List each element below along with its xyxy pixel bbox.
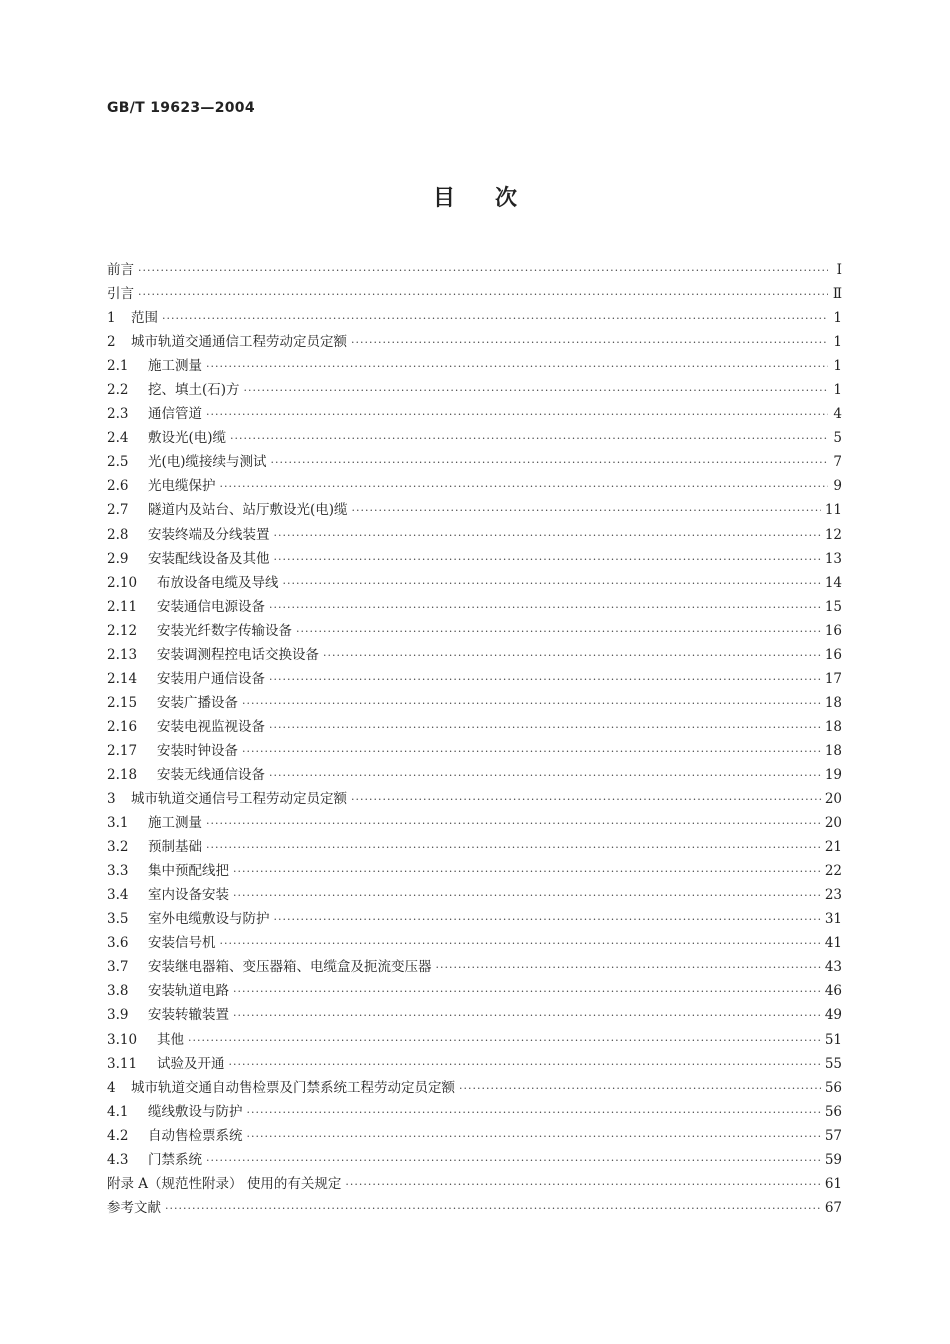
toc-entry-number: 2.2 <box>107 382 129 399</box>
toc-entry-label: 安装电视监视设备 <box>157 718 265 735</box>
dot-leader <box>269 668 821 692</box>
toc-entry-page: 31 <box>824 911 842 928</box>
toc-entry-label: 安装通信电源设备 <box>157 598 265 615</box>
dot-leader <box>345 1173 820 1197</box>
dot-leader <box>274 908 821 932</box>
toc-entry-number: 4.3 <box>107 1151 129 1168</box>
toc-entry[interactable] <box>107 330 842 354</box>
toc-entry-page: 19 <box>824 766 842 783</box>
dot-leader <box>269 716 821 740</box>
toc-entry-number: 2.4 <box>107 430 129 447</box>
toc-entry-page: 59 <box>824 1151 842 1168</box>
dot-leader <box>296 620 821 644</box>
toc-entry-number: 2.14 <box>107 670 138 687</box>
table-of-contents <box>107 258 842 1220</box>
toc-entry-page: 61 <box>824 1175 842 1192</box>
toc-entry-label: 附录 A（规范性附录） 使用的有关规定 <box>107 1175 342 1192</box>
toc-entry[interactable] <box>107 282 842 306</box>
toc-entry[interactable] <box>107 691 842 715</box>
toc-entry[interactable] <box>107 1172 842 1196</box>
toc-entry[interactable] <box>107 595 842 619</box>
toc-entry-label: 安装调测程控电话交换设备 <box>157 646 319 663</box>
toc-entry-number: 3.11 <box>107 1055 138 1072</box>
toc-entry-label: 缆线敷设与防护 <box>148 1103 243 1120</box>
toc-entry-label: 门禁系统 <box>148 1151 202 1168</box>
toc-entry-label: 安装用户通信设备 <box>157 670 265 687</box>
toc-entry[interactable] <box>107 450 842 474</box>
toc-entry-number: 2.12 <box>107 622 138 639</box>
dot-leader <box>138 259 828 283</box>
toc-entry-number: 3.2 <box>107 839 129 856</box>
toc-entry-label: 隧道内及站台、站厅敷设光(电)缆 <box>148 502 348 519</box>
toc-entry-page: 18 <box>824 742 842 759</box>
dot-leader <box>206 355 828 379</box>
toc-entry-page: 5 <box>833 430 842 447</box>
toc-entry-number: 2.5 <box>107 454 129 471</box>
toc-entry-label: 安装终端及分线装置 <box>148 526 270 543</box>
toc-entry[interactable] <box>107 739 842 763</box>
toc-entry[interactable] <box>107 835 842 859</box>
toc-entry-number: 2.10 <box>107 574 138 591</box>
toc-entry-number: 2.1 <box>107 358 129 375</box>
toc-entry-label: 室外电缆敷设与防护 <box>148 911 270 928</box>
toc-entry-page: 55 <box>824 1055 842 1072</box>
toc-entry[interactable] <box>107 811 842 835</box>
dot-leader <box>206 1149 821 1173</box>
dot-leader <box>459 1077 821 1101</box>
toc-entry[interactable] <box>107 667 842 691</box>
dot-leader <box>162 307 828 331</box>
toc-entry-number: 3.10 <box>107 1031 138 1048</box>
toc-entry[interactable] <box>107 787 842 811</box>
toc-entry-page: 15 <box>824 598 842 615</box>
toc-entry[interactable] <box>107 763 842 787</box>
toc-entry-page: 16 <box>824 622 842 639</box>
toc-entry[interactable] <box>107 979 842 1003</box>
toc-entry-label: 施工测量 <box>148 815 202 832</box>
toc-entry[interactable] <box>107 715 842 739</box>
toc-entry-label: 前言 <box>107 262 134 278</box>
toc-entry-page: 22 <box>824 863 842 880</box>
toc-entry[interactable] <box>107 1100 842 1124</box>
dot-leader <box>323 644 821 668</box>
dot-leader <box>165 1197 821 1221</box>
toc-entry-page: 17 <box>824 670 842 687</box>
toc-entry-label: 城市轨道交通通信工程劳动定员定额 <box>131 334 347 351</box>
dot-leader <box>274 548 821 572</box>
toc-entry-label: 安装无线通信设备 <box>157 766 265 783</box>
toc-entry-page: 41 <box>824 935 842 952</box>
dot-leader <box>138 283 828 307</box>
toc-entry-page: 11 <box>824 502 842 519</box>
toc-entry-page: 20 <box>824 791 842 808</box>
dot-leader <box>206 403 828 427</box>
toc-entry-number: 2.9 <box>107 550 129 567</box>
toc-entry-label: 布放设备电缆及导线 <box>157 574 279 591</box>
toc-entry-label: 挖、填土(石)方 <box>148 382 240 399</box>
toc-entry-number: 2.15 <box>107 694 138 711</box>
toc-entry-page: 49 <box>824 1007 842 1024</box>
dot-leader <box>351 788 821 812</box>
toc-entry[interactable] <box>107 547 842 571</box>
toc-entry-page: 14 <box>824 574 842 591</box>
toc-entry-page: 1 <box>833 382 842 399</box>
toc-entry-page: 13 <box>824 550 842 567</box>
toc-entry-label: 光电缆保护 <box>148 478 216 495</box>
toc-entry-number: 3.4 <box>107 887 129 904</box>
toc-entry-page: 4 <box>833 406 842 423</box>
toc-entry-number: 2.13 <box>107 646 138 663</box>
toc-entry-page: 67 <box>824 1199 842 1216</box>
toc-entry-label: 安装广播设备 <box>157 694 238 711</box>
toc-entry[interactable] <box>107 306 842 330</box>
toc-title: 目次 <box>432 186 557 211</box>
toc-entry-label: 敷设光(电)缆 <box>148 430 227 447</box>
toc-entry-label: 光(电)缆接续与测试 <box>148 454 267 471</box>
toc-entry-number: 2.6 <box>107 478 129 495</box>
toc-entry-label: 安装转辙装置 <box>148 1007 229 1024</box>
toc-entry-number: 2.16 <box>107 718 138 735</box>
dot-leader <box>269 764 821 788</box>
toc-entry-page: 21 <box>824 839 842 856</box>
toc-entry-page: Ⅰ <box>836 262 842 278</box>
dot-leader <box>274 524 821 548</box>
dot-leader <box>247 1125 821 1149</box>
toc-entry-label: 安装光纤数字传输设备 <box>157 622 292 639</box>
toc-entry-label: 室内设备安装 <box>148 887 229 904</box>
toc-entry-label: 施工测量 <box>148 358 202 375</box>
toc-entry-number: 3.8 <box>107 983 129 1000</box>
toc-entry[interactable] <box>107 619 842 643</box>
toc-entry-label: 城市轨道交通信号工程劳动定员定额 <box>131 791 347 808</box>
dot-leader <box>351 331 828 355</box>
toc-entry-number: 3.7 <box>107 959 129 976</box>
toc-entry-page: 1 <box>833 358 842 375</box>
toc-entry[interactable] <box>107 931 842 955</box>
toc-entry-page: 23 <box>824 887 842 904</box>
dot-leader <box>247 1101 821 1125</box>
dot-leader <box>233 980 821 1004</box>
toc-entry-page: 57 <box>824 1127 842 1144</box>
toc-entry-label: 安装信号机 <box>148 935 216 952</box>
dot-leader <box>242 692 821 716</box>
dot-leader <box>283 572 821 596</box>
toc-entry-page: Ⅱ <box>832 286 842 303</box>
toc-entry[interactable] <box>107 1076 842 1100</box>
dot-leader <box>229 1053 821 1077</box>
dot-leader <box>352 499 821 523</box>
toc-entry[interactable] <box>107 1124 842 1148</box>
toc-entry-number: 2.3 <box>107 406 129 423</box>
toc-entry[interactable] <box>107 1196 842 1220</box>
toc-entry-number: 3.5 <box>107 911 129 928</box>
toc-entry-page: 56 <box>824 1079 842 1096</box>
toc-entry-number: 4.2 <box>107 1127 129 1144</box>
toc-entry-page: 18 <box>824 718 842 735</box>
toc-entry-number: 3.9 <box>107 1007 129 1024</box>
toc-entry-label: 集中预配线把 <box>148 863 229 880</box>
toc-entry-number: 4.1 <box>107 1103 129 1120</box>
toc-entry-label: 安装时钟设备 <box>157 742 238 759</box>
toc-entry[interactable] <box>107 571 842 595</box>
toc-entry[interactable] <box>107 426 842 450</box>
toc-entry[interactable] <box>107 907 842 931</box>
toc-entry-number: 1 <box>107 310 116 327</box>
toc-entry-label: 引言 <box>107 286 134 303</box>
toc-entry[interactable] <box>107 955 842 979</box>
toc-entry[interactable] <box>107 883 842 907</box>
dot-leader <box>269 596 821 620</box>
toc-entry-label: 城市轨道交通自动售检票及门禁系统工程劳动定员定额 <box>131 1079 455 1096</box>
toc-entry-page: 56 <box>824 1103 842 1120</box>
toc-entry[interactable] <box>107 354 842 378</box>
toc-entry-label: 通信管道 <box>148 406 202 423</box>
dot-leader <box>220 475 829 499</box>
toc-entry-label: 其他 <box>157 1031 184 1048</box>
toc-entry-number: 2.7 <box>107 502 129 519</box>
toc-entry-page: 1 <box>833 334 842 351</box>
toc-entry[interactable] <box>107 402 842 426</box>
toc-entry-label: 自动售检票系统 <box>148 1127 243 1144</box>
toc-entry-number: 2.18 <box>107 766 138 783</box>
toc-entry-label: 预制基础 <box>148 839 202 856</box>
toc-entry-label: 安装轨道电路 <box>148 983 229 1000</box>
dot-leader <box>244 379 828 403</box>
toc-entry[interactable] <box>107 523 842 547</box>
toc-entry[interactable] <box>107 498 842 522</box>
dot-leader <box>233 860 821 884</box>
toc-entry-number: 3.3 <box>107 863 129 880</box>
toc-entry-number: 3.1 <box>107 815 129 832</box>
toc-entry-number: 4 <box>107 1079 116 1096</box>
toc-entry[interactable] <box>107 378 842 402</box>
toc-entry[interactable] <box>107 1028 842 1052</box>
dot-leader <box>206 812 821 836</box>
standard-code: GB/T 19623—2004 <box>107 100 255 116</box>
toc-entry[interactable] <box>107 1003 842 1027</box>
toc-entry[interactable] <box>107 1148 842 1172</box>
dot-leader <box>230 427 828 451</box>
toc-entry-page: 7 <box>833 454 842 471</box>
toc-entry-number: 2 <box>107 334 116 351</box>
dot-leader <box>436 956 821 980</box>
toc-entry-number: 2.17 <box>107 742 138 759</box>
toc-entry-page: 51 <box>824 1031 842 1048</box>
toc-entry[interactable] <box>107 258 842 282</box>
dot-leader <box>233 884 821 908</box>
toc-entry-page: 43 <box>824 959 842 976</box>
toc-entry-number: 3.6 <box>107 935 129 952</box>
toc-entry-page: 18 <box>824 694 842 711</box>
toc-entry-page: 20 <box>824 815 842 832</box>
toc-entry-label: 范围 <box>131 310 158 327</box>
dot-leader <box>188 1029 821 1053</box>
toc-entry[interactable] <box>107 474 842 498</box>
toc-entry-page: 46 <box>824 983 842 1000</box>
toc-entry-page: 16 <box>824 646 842 663</box>
toc-entry-page: 1 <box>833 310 842 327</box>
dot-leader <box>271 451 828 475</box>
toc-entry[interactable] <box>107 1052 842 1076</box>
toc-entry-page: 9 <box>833 478 842 495</box>
toc-entry[interactable] <box>107 643 842 667</box>
toc-entry[interactable] <box>107 859 842 883</box>
toc-entry-number: 2.8 <box>107 526 129 543</box>
dot-leader <box>233 1004 821 1028</box>
toc-entry-page: 12 <box>824 526 842 543</box>
toc-entry-label: 安装继电器箱、变压器箱、电缆盒及扼流变压器 <box>148 959 432 976</box>
dot-leader <box>242 740 821 764</box>
dot-leader <box>206 836 821 860</box>
toc-entry-label: 安装配线设备及其他 <box>148 550 270 567</box>
dot-leader <box>220 932 821 956</box>
toc-entry-number: 2.11 <box>107 598 138 615</box>
toc-entry-label: 参考文献 <box>107 1199 161 1216</box>
toc-entry-label: 试验及开通 <box>157 1055 225 1072</box>
toc-entry-number: 3 <box>107 791 116 808</box>
